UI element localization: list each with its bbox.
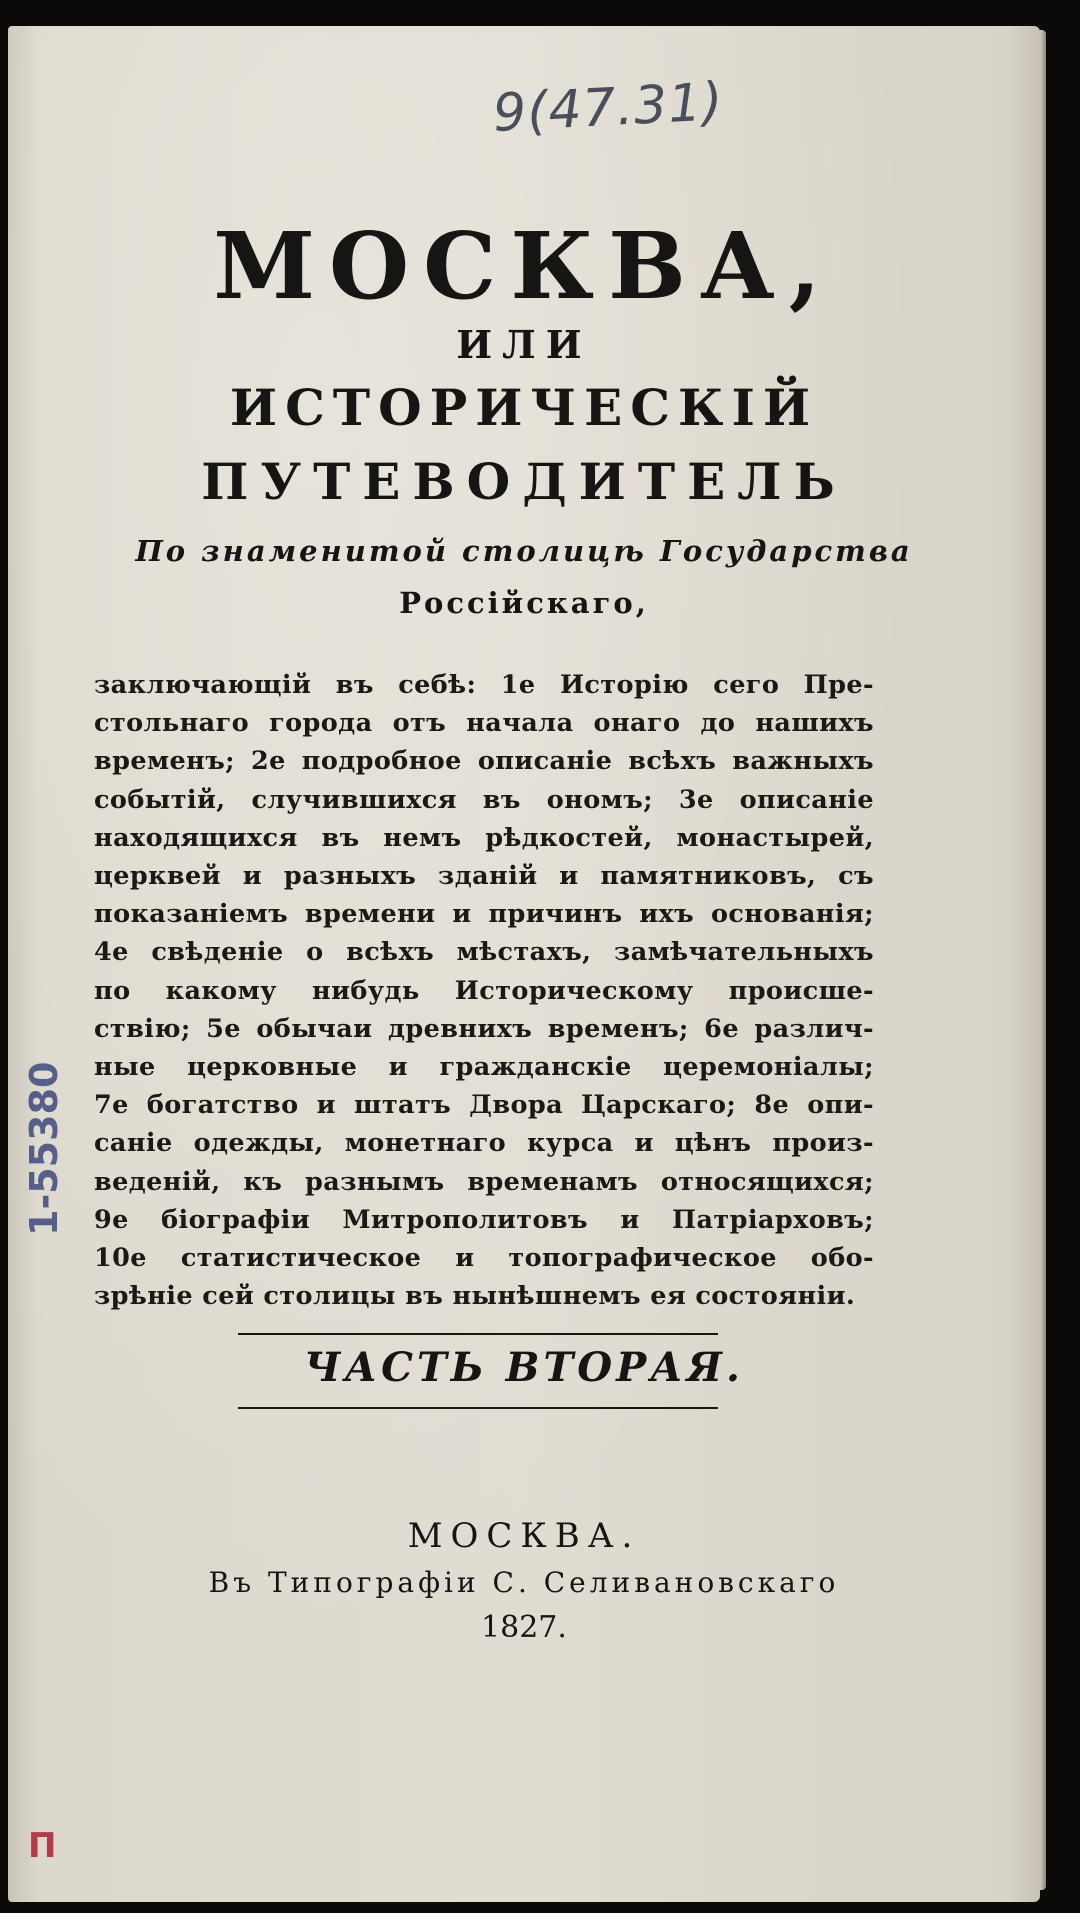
imprint-year: 1827. (481, 1610, 567, 1645)
divider-top (238, 1333, 718, 1335)
corner-mark: П (28, 1826, 57, 1866)
contents-line: по какому нибудь Историческому происше- (94, 975, 874, 1006)
contents-line: веденій, къ разнымъ временамъ относящихся; (94, 1166, 874, 1197)
contents-line: 10е статистическое и топографическое обо- (94, 1243, 874, 1274)
contents-description (94, 666, 874, 1315)
part-heading: ЧАСТЬ ВТОРАЯ. (304, 1344, 744, 1391)
subtitle-line-2: Россійскаго, (399, 586, 649, 620)
contents-line: 4е свѣденіе о всѣхъ мѣстахъ, замѣчательныхъ (94, 937, 874, 968)
divider-bottom (238, 1407, 718, 1409)
contents-line: 9е біографіи Митрополитовъ и Патріарховъ; (94, 1204, 874, 1235)
title-main: МОСКВА, (213, 212, 835, 320)
contents-line: саніе одежды, монетнаго курса и цѣнъ произ- (94, 1128, 874, 1159)
contents-line: заключающій въ себѣ: 1е Исторію сего Пре- (94, 670, 874, 700)
title-page (8, 26, 1040, 1902)
subtitle-line-1: По знаменитой столицѣ Государства (135, 534, 913, 568)
contents-line: находящихся въ немъ рѣдкостей, монастырей, (94, 822, 874, 853)
imprint-city: МОСКВА. (407, 1516, 641, 1556)
contents-line: зрѣніе сей столицы въ нынѣшнемъ ея состояніи. (94, 1281, 856, 1312)
title-line-2: ПУТЕВОДИТЕЛЬ (201, 452, 847, 511)
contents-line: стольнаго города отъ начала онаго до нашихъ (94, 708, 874, 739)
contents-line: показаніемъ времени и причинъ ихъ основанія; (94, 899, 874, 930)
title-line-1: ИСТОРИЧЕСКІЙ (229, 378, 819, 437)
contents-line: ные церковные и гражданскіе церемоніалы; (94, 1052, 874, 1083)
contents-line: 7е богатство и штатъ Двора Царскаго; 8е опи- (94, 1090, 874, 1121)
contents-line: ствію; 5е обычаи древнихъ временъ; 6е различ- (94, 1013, 874, 1044)
library-stamp: 1-55380 (22, 1061, 66, 1236)
imprint-press: Въ Типографіи С. Селивановскаго (208, 1566, 840, 1599)
shelfmark-handwritten: 9(47.31) (491, 72, 725, 144)
title-ili: ИЛИ (456, 322, 592, 367)
contents-line: событій, случившихся въ ономъ; 3е описаніе (94, 784, 874, 815)
contents-line: временъ; 2е подробное описаніе всѣхъ важныхъ (94, 746, 874, 777)
contents-line: церквей и разныхъ зданій и памятниковъ, съ (94, 861, 874, 892)
